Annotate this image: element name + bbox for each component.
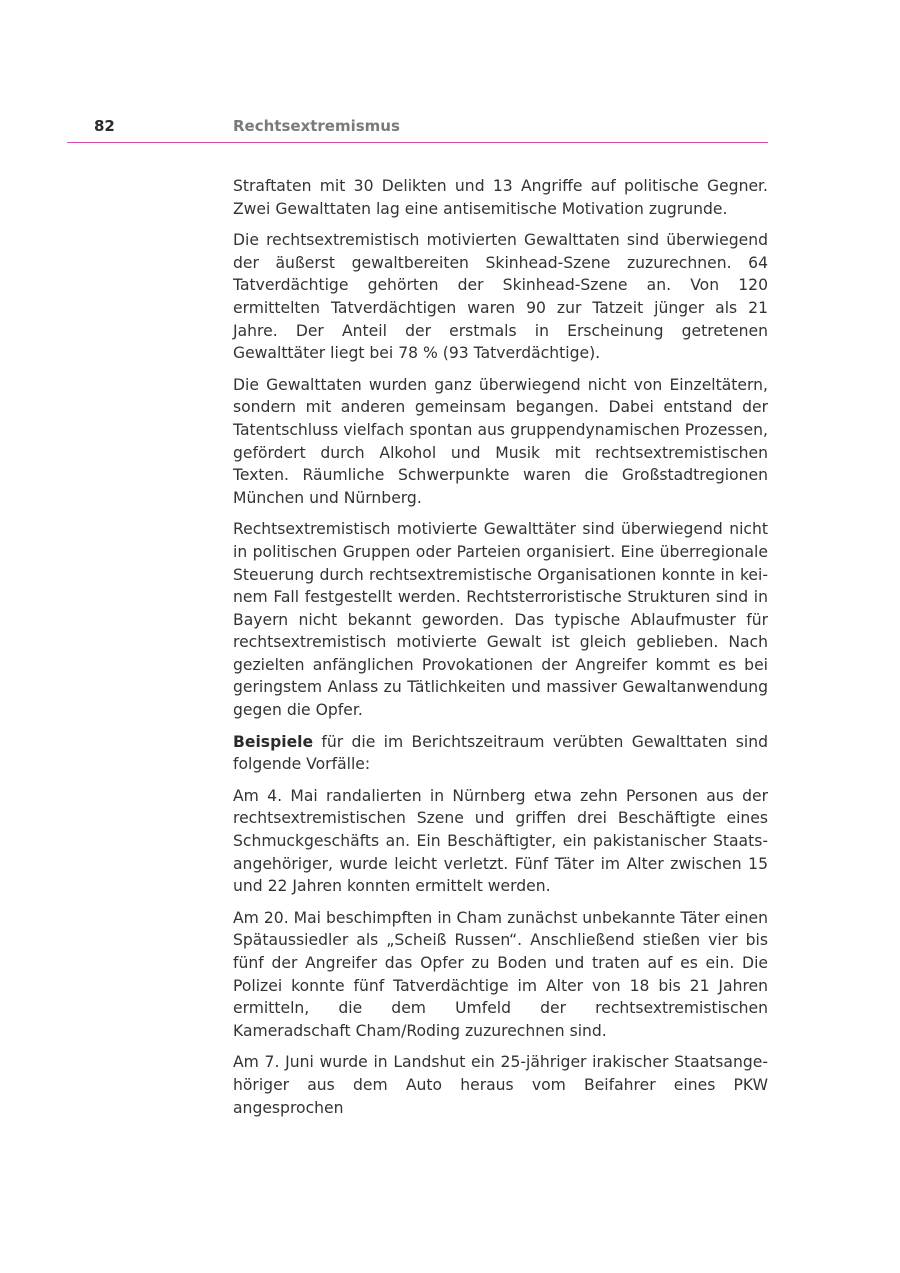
example-paragraph: Am 4. Mai randalierten in Nürnberg etwa zehn Personen aus der rechtsextremistischen Szene und griffen drei Beschäftigte eines Schmuckgeschäfts an. Ein Beschäftigter, ein pakistanischer Staatsangehöriger, wurde leicht verletzt. Fünf Täter im Alter zwischen 15 und 22 Jahren konnten ermittelt werden. — [233, 786, 768, 896]
paragraph: Straftaten mit 30 Delikten und 13 Angriffe auf politische Gegner. Zwei Gewalttaten lag eine antisemitische Motivation zugrunde. — [233, 177, 768, 218]
examples-intro — [233, 731, 768, 776]
paragraph: Rechtsextremistisch motivierte Gewalttäter sind überwiegend nicht in politischen Gruppen oder Parteien organisiert. Eine überregionale Steuerung durch rechtsextremistische Organisationen konnte in keinem Fall festgestellt werden. Rechtsterroristische Strukturen sind in Bayern nicht bekannt geworden. Das typische Ablaufmuster für rechtsextremistisch motivierte Gewalt ist gleich geblieben. Nach gezielten anfänglichen Provokationen der Angreifer kommt es bei geringstem Anlass zu Tätlichkeiten und massiver Gewaltanwendung gegen die Opfer. — [233, 520, 768, 720]
example-paragraph: Am 7. Juni wurde in Landshut ein 25-jähriger irakischer Staatsangehöriger aus dem Auto heraus vom Beifahrer eines PKW angesprochen — [233, 1053, 768, 1117]
paragraph: Die Gewalttaten wurden ganz überwiegend nicht von Einzeltätern, sondern mit anderen gemeinsam begangen. Dabei entstand der Tatentschluss vielfach spontan aus gruppendynamischen Prozessen, gefördert durch Alkohol und Musik mit rechtsextremistischen Texten. Räumliche Schwerpunkte waren die Großstadtregionen München und Nürnberg. — [233, 375, 768, 507]
example-paragraph: Am 20. Mai beschimpften in Cham zunächst unbekannte Täter einen Spätaussiedler als „Scheiß Russen“. Anschließend stießen vier bis fünf der Angreifer das Opfer zu Boden und traten auf es ein. Die Polizei konnte fünf Tatverdächtige im Alter von 18 bis 21 Jahren ermitteln, die dem Umfeld der rechtsextremistischen Kameradschaft Cham/Roding zuzurechnen sind. — [233, 908, 768, 1040]
running-title: Rechtsextremismus — [233, 117, 400, 135]
body-text — [233, 175, 768, 1128]
page-header — [67, 116, 768, 143]
examples-intro-text: für die im Berichtszeitraum verübten Gewalttaten sind folgende Vorfälle: — [233, 732, 768, 774]
page-number: 82 — [94, 117, 115, 135]
paragraph: Die rechtsextremistisch motivierten Gewalttaten sind überwiegend der äußerst gewaltbereiten Skinhead-Szene zuzurechnen. 64 Tatverdächtige gehörten der Skinhead-Szene an. Von 120 ermittelten Tatverdächtigen waren 90 zur Tatzeit jünger als 21 Jahre. Der Anteil der erstmals in Erscheinung getretenen Gewalttäter liegt bei 78 % (93 Tatverdächtige). — [233, 231, 768, 363]
examples-intro-bold: Beispiele — [233, 732, 314, 751]
